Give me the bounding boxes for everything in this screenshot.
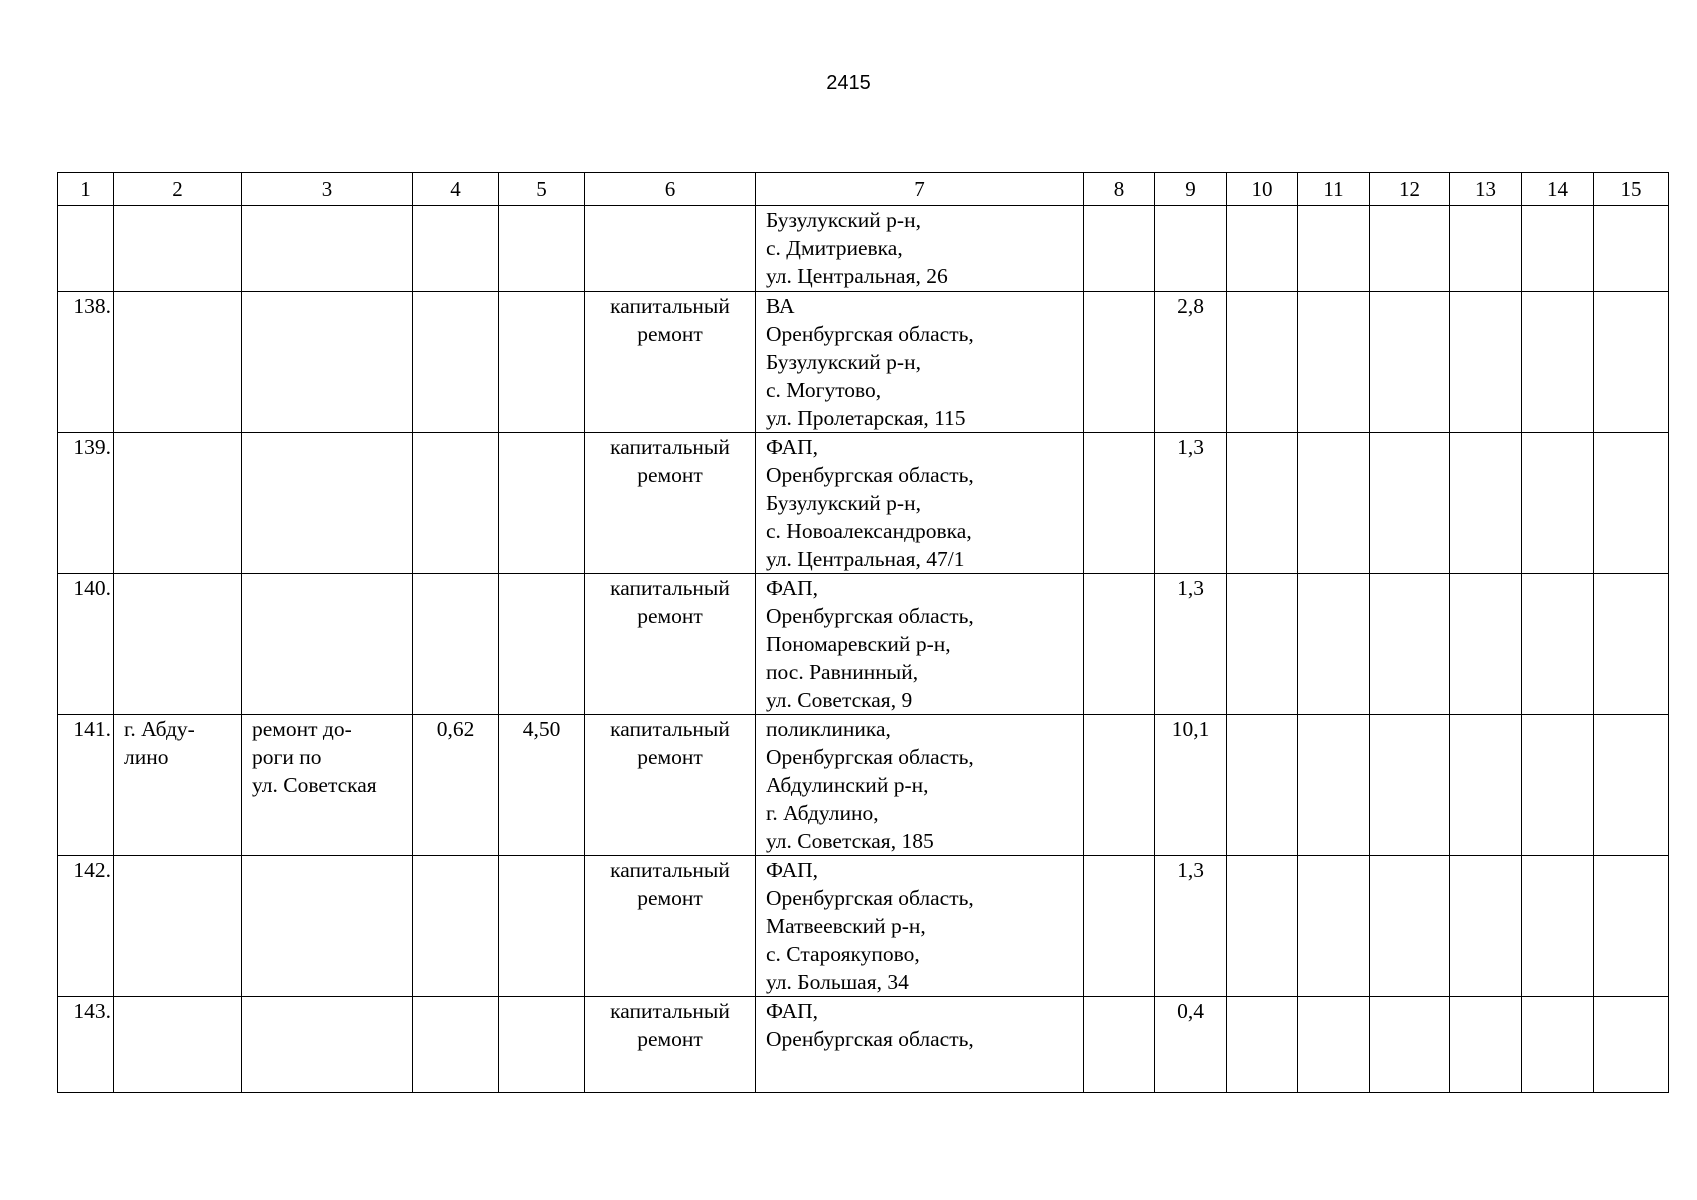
cell-col-11 [1298,997,1370,1093]
cell-col-2 [114,997,242,1093]
cell-col-3 [242,856,413,997]
cell-col-1: 138. [58,292,114,433]
cell-col-4 [413,292,499,433]
column-number-12: 12 [1370,173,1450,206]
cell-line: Абдулинский р-н, [766,773,929,797]
cell-col-15 [1594,292,1669,433]
cell-col-5 [499,206,585,292]
cell-col-13 [1450,997,1522,1093]
cell-col-11 [1298,292,1370,433]
column-number-6: 6 [585,173,756,206]
cell-col-7 [756,206,1084,292]
cell-col-12 [1370,997,1450,1093]
cell-line: ФАП, [766,576,819,600]
cell-col-3 [242,715,413,856]
cell-line: ул. Большая, 34 [766,970,909,994]
cell-col-8 [1084,715,1155,856]
cell-col-14 [1522,292,1594,433]
cell-line: ремонт [637,886,703,910]
cell-col-1: 139. [58,433,114,574]
column-number-15: 15 [1594,173,1669,206]
cell-line: с. Новоалександровка, [766,519,972,543]
cell-col-1: 140. [58,574,114,715]
cell-col-6 [585,206,756,292]
cell-col-2 [114,206,242,292]
cell-col-14 [1522,206,1594,292]
cell-line: роги по [252,745,322,769]
cell-line: с. Могутово, [766,378,882,402]
cell-col-7 [756,997,1084,1093]
cell-col-15 [1594,433,1669,574]
cell-line: ремонт [637,463,703,487]
cell-col-15 [1594,206,1669,292]
cell-col-5 [499,997,585,1093]
cell-col-3 [242,574,413,715]
cell-line: капитальный [610,435,730,459]
cell-line: г. Абдулино, [766,801,879,825]
cell-line: ремонт [637,604,703,628]
cell-col-8 [1084,856,1155,997]
cell-col-1: 143. [58,997,114,1093]
cell-line: пос. Равнинный, [766,660,919,684]
cell-col-5 [499,856,585,997]
cell-line: ул. Советская, 185 [766,829,934,853]
cell-col-6 [585,997,756,1093]
cell-col-12 [1370,206,1450,292]
cell-line: с. Дмитриевка, [766,236,903,260]
column-number-5: 5 [499,173,585,206]
cell-col-3 [242,206,413,292]
cell-line: ФАП, [766,999,819,1023]
cell-col-14 [1522,715,1594,856]
cell-col-9: 2,8 [1155,292,1227,433]
cell-col-9: 0,4 [1155,997,1227,1093]
cell-col-7 [756,715,1084,856]
cell-col-10 [1227,997,1298,1093]
cell-col-6 [585,574,756,715]
column-number-2: 2 [114,173,242,206]
column-number-7: 7 [756,173,1084,206]
table-row [58,292,1669,433]
table-row [58,433,1669,574]
cell-line: ул. Центральная, 26 [766,264,948,288]
cell-line: ФАП, [766,858,819,882]
cell-line: Оренбургская область, [766,1027,974,1051]
cell-col-13 [1450,206,1522,292]
cell-line: ФАП, [766,435,819,459]
cell-col-2 [114,574,242,715]
cell-col-5 [499,574,585,715]
cell-col-15 [1594,997,1669,1093]
cell-line: ВА [766,294,795,318]
cell-col-4 [413,574,499,715]
cell-line: поликлиника, [766,717,891,741]
cell-line: Оренбургская область, [766,604,974,628]
cell-col-6 [585,292,756,433]
cell-col-7 [756,292,1084,433]
cell-col-11 [1298,206,1370,292]
cell-col-8 [1084,206,1155,292]
column-number-9: 9 [1155,173,1227,206]
cell-line: Бузулукский р-н, [766,350,921,374]
cell-col-10 [1227,715,1298,856]
cell-col-6 [585,856,756,997]
table-row [58,997,1669,1093]
cell-line: Оренбургская область, [766,463,974,487]
cell-col-10 [1227,856,1298,997]
table-header-row [58,173,1669,206]
cell-col-14 [1522,433,1594,574]
cell-col-11 [1298,715,1370,856]
cell-col-2 [114,856,242,997]
cell-col-13 [1450,856,1522,997]
cell-col-11 [1298,433,1370,574]
cell-col-7 [756,433,1084,574]
cell-col-7 [756,574,1084,715]
cell-col-4 [413,206,499,292]
cell-col-12 [1370,856,1450,997]
cell-col-8 [1084,292,1155,433]
cell-line: капитальный [610,999,730,1023]
cell-col-3 [242,433,413,574]
cell-col-1: 141. [58,715,114,856]
cell-col-13 [1450,433,1522,574]
data-table [57,172,1669,1093]
cell-line: ремонт [637,745,703,769]
column-number-14: 14 [1522,173,1594,206]
cell-line: ул. Советская [252,773,377,797]
page-number: 2415 [826,72,871,94]
cell-col-4 [413,997,499,1093]
column-number-1: 1 [58,173,114,206]
cell-col-13 [1450,574,1522,715]
cell-line: Матвеевский р-н, [766,914,926,938]
cell-col-12 [1370,292,1450,433]
cell-col-9: 1,3 [1155,856,1227,997]
cell-col-5 [499,433,585,574]
cell-col-14 [1522,997,1594,1093]
cell-col-5: 4,50 [499,715,585,856]
cell-col-10 [1227,206,1298,292]
cell-col-12 [1370,574,1450,715]
table-row [58,206,1669,292]
cell-col-1 [58,206,114,292]
cell-line: капитальный [610,717,730,741]
cell-col-9 [1155,206,1227,292]
cell-line: ремонт [637,1027,703,1051]
cell-col-8 [1084,433,1155,574]
table-row [58,856,1669,997]
cell-col-12 [1370,433,1450,574]
cell-col-2 [114,715,242,856]
cell-col-6 [585,433,756,574]
column-number-4: 4 [413,173,499,206]
column-number-11: 11 [1298,173,1370,206]
cell-line: капитальный [610,294,730,318]
cell-col-14 [1522,856,1594,997]
cell-line: лино [124,745,169,769]
cell-col-15 [1594,574,1669,715]
cell-col-8 [1084,997,1155,1093]
cell-col-15 [1594,856,1669,997]
cell-col-11 [1298,574,1370,715]
cell-col-4: 0,62 [413,715,499,856]
cell-col-8 [1084,574,1155,715]
cell-col-12 [1370,715,1450,856]
cell-col-1: 142. [58,856,114,997]
cell-line: с. Староякупово, [766,942,920,966]
cell-line: ул. Пролетарская, 115 [766,406,966,430]
cell-col-9: 1,3 [1155,433,1227,574]
cell-col-10 [1227,574,1298,715]
cell-col-13 [1450,292,1522,433]
cell-line: ремонт до- [252,717,352,741]
cell-col-2 [114,433,242,574]
cell-col-11 [1298,856,1370,997]
cell-col-13 [1450,715,1522,856]
cell-col-10 [1227,433,1298,574]
cell-col-7 [756,856,1084,997]
cell-col-6 [585,715,756,856]
table-row [58,574,1669,715]
cell-col-9: 1,3 [1155,574,1227,715]
cell-line: ремонт [637,322,703,346]
cell-col-3 [242,292,413,433]
column-number-3: 3 [242,173,413,206]
cell-line: капитальный [610,858,730,882]
cell-col-5 [499,292,585,433]
cell-col-15 [1594,715,1669,856]
cell-col-4 [413,433,499,574]
column-number-13: 13 [1450,173,1522,206]
cell-col-9: 10,1 [1155,715,1227,856]
table-row [58,715,1669,856]
cell-line: капитальный [610,576,730,600]
cell-col-3 [242,997,413,1093]
cell-line: Пономаревский р-н, [766,632,951,656]
column-number-8: 8 [1084,173,1155,206]
cell-line: Бузулукский р-н, [766,491,921,515]
cell-col-14 [1522,574,1594,715]
cell-line: г. Абду- [124,717,195,741]
cell-line: Оренбургская область, [766,745,974,769]
cell-line: Бузулукский р-н, [766,208,921,232]
cell-col-4 [413,856,499,997]
cell-line: ул. Центральная, 47/1 [766,547,965,571]
cell-col-2 [114,292,242,433]
column-number-10: 10 [1227,173,1298,206]
cell-line: Оренбургская область, [766,886,974,910]
cell-col-10 [1227,292,1298,433]
cell-line: ул. Советская, 9 [766,688,913,712]
cell-line: Оренбургская область, [766,322,974,346]
